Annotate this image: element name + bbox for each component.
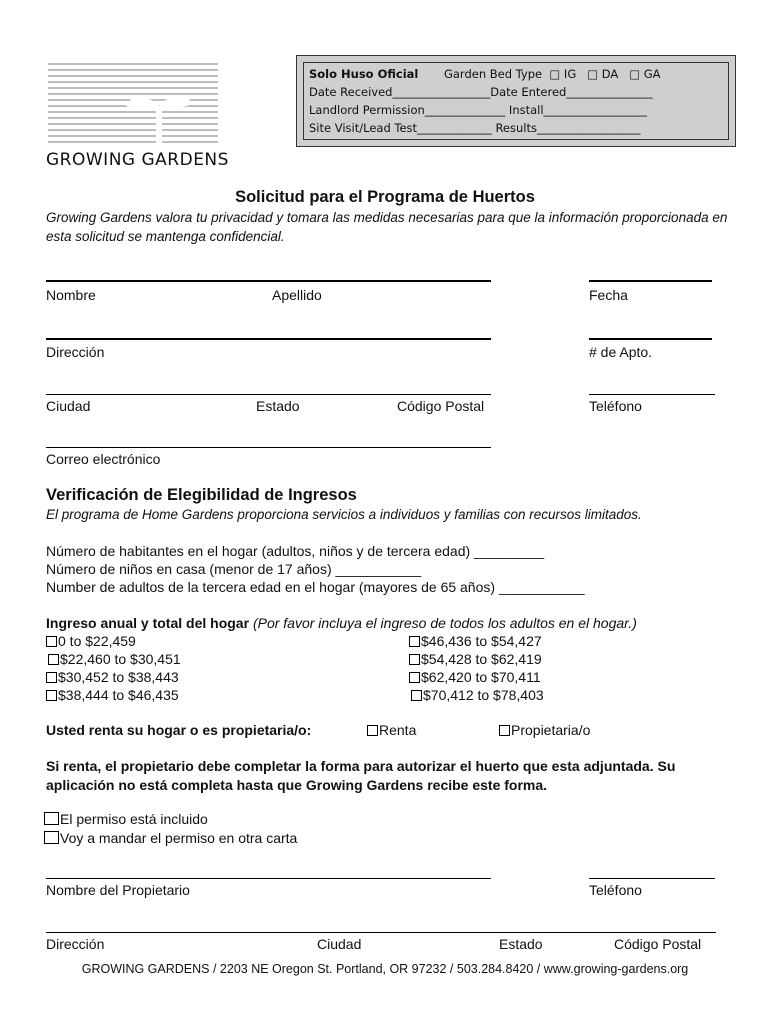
- income-option-label: $22,460 to $30,451: [60, 651, 181, 667]
- option-renta[interactable]: [367, 721, 416, 739]
- income-option-7[interactable]: [409, 668, 541, 686]
- income-option-4[interactable]: [46, 686, 179, 704]
- checkbox-icon[interactable]: [46, 636, 57, 647]
- checkbox-icon[interactable]: [499, 725, 510, 736]
- form-title: Solicitud para el Programa de Huertos: [235, 188, 535, 206]
- label-owner-direccion: Dirección: [46, 936, 105, 952]
- label-telefono: Teléfono: [589, 398, 642, 414]
- checkbox-icon[interactable]: [409, 654, 420, 665]
- privacy-statement: Growing Gardens valora tu privacidad y tomara las medidas necesarias para que la información proporcionada en esta solicitud se mantenga confidencial.: [46, 210, 728, 244]
- checkbox-icon[interactable]: [367, 725, 378, 736]
- email-field[interactable]: [46, 447, 491, 448]
- income-option-label: $38,444 to $46,435: [58, 687, 179, 703]
- office-line-2: Date Received_________________Date Entered_______________: [309, 85, 653, 99]
- owner-name-field[interactable]: [46, 878, 491, 879]
- household-count-question: Número de habitantes en el hogar (adultos, niños y de tercera edad) _________: [46, 543, 545, 559]
- office-use-inner: [303, 62, 729, 140]
- checkbox-icon[interactable]: [411, 690, 422, 701]
- label-apellido: Apellido: [272, 287, 322, 303]
- label-owner-phone: Teléfono: [589, 882, 642, 898]
- option-renta-label: Renta: [379, 722, 417, 738]
- office-use-title: Solo Huso Oficial: [309, 67, 419, 81]
- option-propietaria-label: Propietaria/o: [511, 722, 591, 738]
- permission-included-label: El permiso está incluido: [60, 811, 208, 827]
- footer-contact: GROWING GARDENS / 2203 NE Oregon St. Portland, OR 97232 / 503.284.8420 / www.growing-gardens.org: [81, 962, 689, 976]
- city-state-zip-field[interactable]: [46, 394, 491, 395]
- checkbox-icon[interactable]: [409, 636, 420, 647]
- label-nombre: Nombre: [46, 287, 96, 303]
- date-field[interactable]: [589, 280, 712, 282]
- label-owner-name: Nombre del Propietario: [46, 882, 190, 898]
- income-subheading: El programa de Home Gardens proporciona servicios a individuos y familias con recursos limitados.: [46, 507, 642, 522]
- apt-field[interactable]: [589, 338, 712, 340]
- permission-included-option[interactable]: [44, 810, 208, 828]
- label-apto: # de Apto.: [589, 344, 653, 360]
- income-option-label: $30,452 to $38,443: [58, 669, 179, 685]
- option-propietaria[interactable]: [499, 721, 590, 739]
- address-field[interactable]: [46, 338, 491, 340]
- housing-question: Usted renta su hogar o es propietaria/o:: [46, 722, 312, 738]
- children-count-question: Número de niños en casa (menor de 17 años) ___________: [46, 561, 422, 577]
- label-owner-estado: Estado: [499, 936, 543, 952]
- checkbox-icon[interactable]: [46, 690, 57, 701]
- logo-wordmark: GROWING GARDENS: [46, 150, 229, 170]
- annual-income-note: (Por favor incluya el ingreso de todos los adultos en el hogar.): [252, 615, 637, 631]
- permission-later-option[interactable]: [44, 829, 297, 847]
- owner-phone-field[interactable]: [589, 878, 715, 879]
- label-owner-ciudad: Ciudad: [317, 936, 362, 952]
- checkbox-icon[interactable]: [48, 654, 59, 665]
- label-codigo-postal: Código Postal: [397, 398, 485, 414]
- phone-field[interactable]: [589, 394, 715, 395]
- logo-graphic: [48, 60, 218, 150]
- seniors-count-question: Number de adultos de la tercera edad en el hogar (mayores de 65 años) ___________: [46, 579, 585, 595]
- label-owner-codigo-postal: Código Postal: [614, 936, 702, 952]
- annual-income-label-row: [46, 614, 637, 632]
- office-use-box: [296, 55, 736, 147]
- permission-later-label: Voy a mandar el permiso en otra carta: [60, 830, 298, 846]
- office-line-4: Site Visit/Lead Test_____________ Results__________________: [309, 121, 641, 135]
- label-fecha: Fecha: [589, 287, 628, 303]
- name-field[interactable]: [46, 280, 491, 282]
- income-option-1[interactable]: [46, 632, 136, 650]
- label-correo: Correo electrónico: [46, 451, 161, 467]
- checkbox-icon[interactable]: [46, 672, 57, 683]
- income-option-label: $46,436 to $54,427: [421, 633, 542, 649]
- income-option-3[interactable]: [46, 668, 179, 686]
- landlord-notice: Si renta, el propietario debe completar la forma para autorizar el huerto que esta adjuntada. Su aplicación no está completa hasta que Growing Gardens recibe este forma.: [46, 758, 676, 793]
- income-option-label: $62,420 to $70,411: [421, 669, 541, 685]
- label-direccion: Dirección: [46, 344, 105, 360]
- income-option-label: $54,428 to $62,419: [421, 651, 542, 667]
- income-option-label: 0 to $22,459: [58, 633, 136, 649]
- checkbox-icon[interactable]: [44, 812, 59, 825]
- income-option-8[interactable]: [411, 686, 544, 704]
- income-option-label: $70,412 to $78,403: [423, 687, 544, 703]
- income-option-2[interactable]: [48, 650, 181, 668]
- owner-address-field[interactable]: [46, 932, 716, 933]
- label-estado: Estado: [256, 398, 300, 414]
- income-option-6[interactable]: [409, 650, 542, 668]
- checkbox-icon[interactable]: [409, 672, 420, 683]
- office-line-3: Landlord Permission______________ Install__________________: [309, 103, 648, 117]
- income-option-5[interactable]: [409, 632, 542, 650]
- annual-income-label: Ingreso anual y total del hogar: [46, 615, 250, 631]
- checkbox-icon[interactable]: [44, 831, 59, 844]
- label-ciudad: Ciudad: [46, 398, 91, 414]
- income-heading: Verificación de Elegibilidad de Ingresos: [46, 486, 357, 504]
- garden-bed-type: Garden Bed Type □ IG □ DA □ GA: [443, 67, 661, 81]
